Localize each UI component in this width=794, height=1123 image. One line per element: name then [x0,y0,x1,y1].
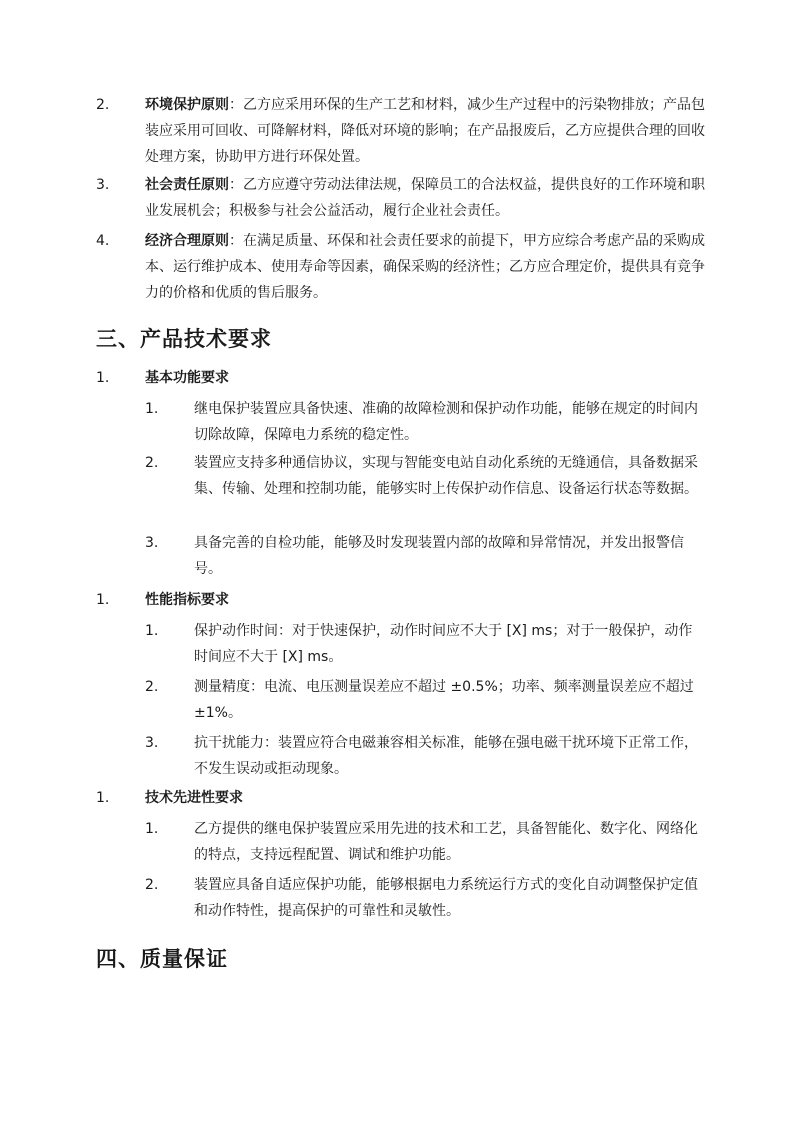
principle-separator: ： [229,233,243,249]
list-number: 1. [96,790,110,806]
list-number: 1. [145,821,159,837]
list-number: 3. [96,177,110,193]
section-heading: 四、质量保证 [96,947,228,971]
list-number: 1. [145,401,159,417]
list-number: 4. [96,233,110,249]
principle-environmental [96,92,706,170]
principle-label: 环境保护原则 [145,97,229,113]
principle-body [145,92,705,170]
list-item-text: 装置应具备自适应保护功能，能够根据电力系统运行方式的变化自动调整保护定值和动作特性，提高保护的可靠性和灵敏性。 [194,877,698,919]
list-item-text: 装置应支持多种通信协议，实现与智能变电站自动化系统的无缝通信，具备数据采集、传输、处理和控制功能，能够实时上传保护动作信息、设备运行状态等数据。 [194,455,698,497]
list-number: 3. [145,735,159,751]
list-item-text: 保护动作时间：对于快速保护，动作时间应不大于 [X] ms；对于一般保护，动作时间应不大于 [X] ms。 [194,623,693,665]
list-item-text: 乙方提供的继电保护装置应采用先进的技术和工艺，具备智能化、数字化、网络化的特点，支持远程配置、调试和维护功能。 [194,821,698,863]
subsection-title: 基本功能要求 [145,370,229,386]
list-number: 2. [145,679,159,695]
list-number: 2. [145,877,159,893]
subsection-title: 性能指标要求 [145,592,229,608]
principle-separator: ： [229,97,243,113]
principle-social [96,172,706,224]
list-number: 2. [145,455,159,471]
list-item-text: 继电保护装置应具备快速、准确的故障检测和保护动作功能，能够在规定的时间内切除故障，保障电力系统的稳定性。 [194,401,698,443]
list-item-text: 抗干扰能力：装置应符合电磁兼容相关标准，能够在强电磁干扰环境下正常工作，不发生误动或拒动现象。 [194,735,698,777]
principle-text: 乙方应采用环保的生产工艺和材料，减少生产过程中的污染物排放；产品包装应采用可回收、可降解材料，降低对环境的影响；在产品报废后，乙方应提供合理的回收处理方案，协助甲方进行环保处置。 [145,97,705,165]
subsection-title: 技术先进性要求 [145,790,243,806]
principle-body [145,228,705,306]
principle-label: 社会责任原则 [145,177,229,193]
principle-economic [96,228,706,306]
principle-text: 在满足质量、环保和社会责任要求的前提下，甲方应综合考虑产品的采购成本、运行维护成本、使用寿命等因素，确保采购的经济性；乙方应合理定价，提供具有竞争力的价格和优质的售后服务。 [145,233,705,301]
list-number: 3. [145,535,159,551]
list-number: 1. [96,370,110,386]
section-heading: 三、产品技术要求 [96,327,272,351]
list-number: 1. [145,623,159,639]
list-item-text: 测量精度：电流、电压测量误差应不超过 ±0.5%；功率、频率测量误差应不超过 ±1%。 [194,679,694,721]
list-item-text: 具备完善的自检功能，能够及时发现装置内部的故障和异常情况，并发出报警信号。 [194,535,684,577]
principle-separator: ： [229,177,243,193]
principle-label: 经济合理原则 [145,233,229,249]
principle-text: 乙方应遵守劳动法律法规，保障员工的合法权益，提供良好的工作环境和职业发展机会；积极参与社会公益活动，履行企业社会责任。 [145,177,705,219]
principle-body [145,172,705,224]
list-number: 2. [96,97,110,113]
list-number: 1. [96,592,110,608]
